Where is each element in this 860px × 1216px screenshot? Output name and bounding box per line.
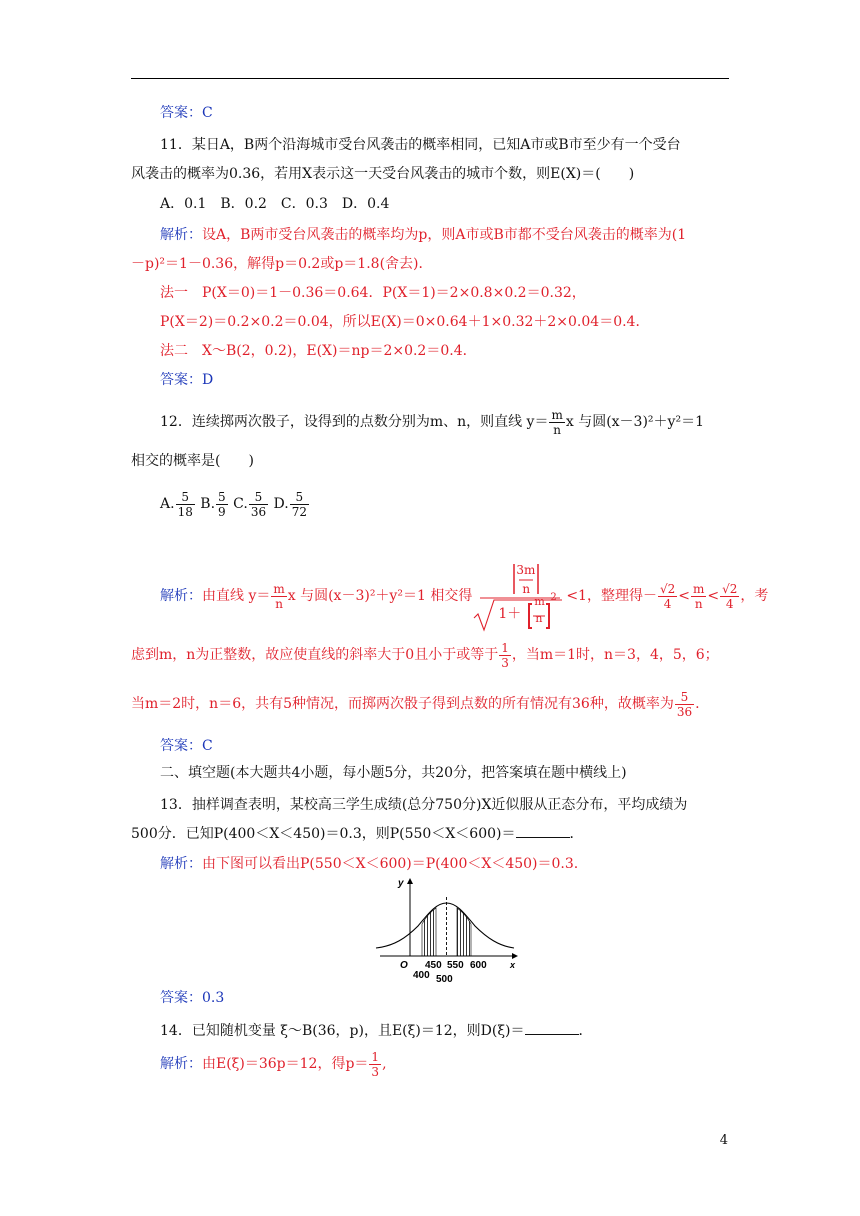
numerator: m (551, 407, 563, 422)
numerator: √2 (722, 581, 738, 596)
solution-text: 由下图可以看出P(550＜X＜600)＝P(400＜X＜450)＝0.3. (202, 856, 579, 872)
q14-text-1a: 14．已知随机变量 ξ～B(36，p)，且E(ξ)＝12，则D(ξ)＝ (160, 1023, 525, 1039)
numerator: 5 (675, 690, 694, 705)
solution-text: x 与圆(x－3)²＋y²＝1 相交得 (287, 588, 473, 604)
q12-options (160, 484, 310, 524)
q13-solution (160, 854, 578, 874)
option-d-label: D. (273, 496, 289, 512)
option-a-label: A. (160, 496, 175, 512)
q11-method-2 (160, 341, 477, 361)
fraction-one-third (499, 641, 511, 670)
answer-label: 答案： (160, 105, 202, 121)
answer-label: 答案： (160, 372, 202, 388)
answer-value: C (202, 105, 213, 121)
denominator: 4 (663, 596, 672, 611)
denominator: 36 (676, 704, 693, 719)
numerator: 5 (176, 490, 195, 505)
solution-text: . (695, 696, 700, 712)
denominator: 3 (501, 655, 509, 670)
paren-denominator: n (535, 612, 543, 625)
q12-text-1 (160, 402, 704, 442)
numerator: 1 (371, 1049, 380, 1064)
denominator: n (553, 422, 562, 437)
fraction-m-over-n (549, 408, 564, 437)
q12-text-1b: x 与圆(x－3)²＋y²＝1 (565, 414, 704, 430)
q11-text-2: 风袭击的概率为0.36，若用X表示这一天受台风袭击的城市个数，则E(X)＝( ) (131, 166, 635, 182)
solution-text: 当m＝2时，n＝6，共有5种情况，而掷两次骰子得到点数的所有情况有36种，故概率为 (131, 696, 674, 712)
fraction-one-third (369, 1050, 381, 1079)
solution-text: ，考 (740, 588, 769, 604)
header-rule (131, 78, 729, 79)
square-exponent: 2 (550, 592, 557, 603)
option-d-fraction (290, 490, 309, 519)
method-text: X～B(2，0.2)，E(X)＝np＝2×0.2＝0.4． (188, 343, 477, 359)
solution-label: 解析： (160, 227, 202, 243)
shaded-region-400-450 (422, 908, 436, 956)
abs-denominator: n (522, 582, 531, 596)
q12-answer (160, 736, 213, 756)
q13-text-2a: 500分．已知P(400＜X＜450)＝0.3，则P(550＜X＜600)＝ (131, 826, 516, 842)
section-heading: 二、填空题(本大题共4小题，每小题5分，共20分，把答案填在题中横线上) (160, 765, 627, 781)
fraction-m-over-n (691, 582, 706, 611)
denominator: 72 (291, 504, 308, 519)
y-axis-arrow (407, 878, 413, 884)
origin-label: O (400, 960, 408, 971)
solution-label: 解析： (160, 1056, 202, 1072)
solution-text: 由E(ξ)＝36p＝12，得p＝ (202, 1056, 369, 1072)
q13-answer (160, 988, 224, 1008)
numerator: 1 (501, 640, 509, 655)
q12-text-1a: 12．连续掷两次骰子，设得到的点数分别为m、n，则直线 y＝ (160, 414, 549, 430)
q11-solution-1 (160, 225, 686, 245)
radicand-one-plus: 1＋ (498, 606, 522, 622)
less-than: < (678, 588, 690, 604)
answer-value: C (202, 738, 213, 754)
q14-text-1b: ． (578, 1023, 593, 1039)
tick-600: 600 (470, 960, 487, 971)
q11-method-1b: P(X＝2)＝0.2×0.2＝0.04，所以E(X)＝0×0.64＋1×0.32＋2×0.04＝0.4． (160, 314, 650, 330)
solution-text: 由直线 y＝ (202, 588, 271, 604)
numerator: m (273, 581, 285, 596)
q14-solution (160, 1044, 387, 1084)
answer-value: 0.3 (202, 990, 225, 1006)
q13-text-2 (131, 824, 584, 844)
q11-solution-2: －p)²＝1－0.36，解得p＝0.2或p＝1.8(舍去)． (131, 256, 433, 272)
q12-solution-3 (131, 684, 700, 724)
option-b-fraction (216, 490, 228, 519)
solution-text: ，当m＝1时，n＝3，4，5，6； (511, 647, 719, 663)
less-than: < (707, 588, 720, 604)
option-a-fraction (176, 490, 195, 519)
denominator: n (694, 596, 703, 611)
q11-options: A．0.1 B．0.2 C．0.3 D．0.4 (160, 196, 390, 212)
q11-text-1: 11．某日A，B两个沿海城市受台风袭击的概率相同，已知A市或B市至少有一个受台 (160, 137, 681, 153)
numerator: √2 (659, 581, 676, 596)
denominator: 4 (725, 596, 734, 611)
solution-text: 虑到m，n为正整数，故应使直线的斜率大于0且小于或等于 (131, 647, 499, 663)
solution-text: <1，整理得－ (566, 588, 657, 604)
q12-text-2: 相交的概率是( ) (131, 453, 254, 469)
solution-label: 解析： (160, 588, 202, 604)
fraction-sqrt2-over-4 (720, 582, 739, 611)
y-label: y (398, 878, 404, 889)
normal-distribution-graph (372, 872, 518, 984)
x-label: x (510, 960, 516, 970)
option-c-fraction (249, 490, 268, 519)
page-number: 4 (719, 1133, 728, 1148)
fraction-m-over-n (271, 582, 286, 611)
solution-text: 设A，B两市受台风袭击的概率均为p，则A市或B市都不受台风袭击的概率为(1 (202, 227, 687, 243)
option-b-label: B. (200, 496, 216, 512)
denominator: 36 (250, 504, 267, 519)
tick-450: 450 (425, 960, 442, 971)
solution-text: , (382, 1056, 387, 1072)
denominator: 3 (371, 1064, 380, 1079)
method-label: 法一 (160, 285, 188, 301)
answer-10 (160, 103, 213, 123)
denominator: n (275, 596, 283, 611)
numerator: 5 (290, 490, 309, 505)
numerator: 5 (218, 489, 226, 504)
normal-curve (376, 903, 514, 948)
numerator: 5 (249, 490, 268, 505)
answer-value: D (202, 372, 214, 388)
answer-label: 答案： (160, 990, 202, 1006)
solution-label: 解析： (160, 856, 202, 872)
denominator: 9 (218, 504, 226, 519)
numerator: m (692, 581, 705, 596)
answer-label: 答案： (160, 738, 202, 754)
x-axis-arrow (512, 953, 518, 959)
q12-solution-2 (131, 635, 719, 675)
q11-answer (160, 370, 213, 390)
distance-expression (472, 560, 566, 632)
q13-text-1: 13．抽样调查表明，某校高三学生成绩(总分750分)X近似服从正态分布，平均成绩为 (160, 797, 688, 813)
paren-numerator: m (534, 595, 545, 608)
shaded-region-550-600 (457, 908, 471, 956)
answer-blank (525, 1022, 579, 1035)
tick-400: 400 (413, 970, 430, 981)
fraction-probability (675, 690, 694, 719)
abs-numerator: 3m (516, 563, 536, 577)
method-text: P(X＝0)＝1－0.36＝0.64．P(X＝1)＝2×0.8×0.2＝0.32， (188, 285, 586, 301)
q13-text-2b: ． (569, 826, 584, 842)
fraction-sqrt2-over-4 (658, 582, 677, 611)
q14-text-1 (160, 1021, 593, 1041)
tick-550: 550 (447, 960, 464, 971)
q11-method-1 (160, 283, 586, 303)
denominator: 18 (177, 504, 193, 519)
q12-solution-1 (160, 560, 768, 632)
method-label: 法二 (160, 343, 188, 359)
answer-blank (516, 825, 570, 838)
option-c-label: C. (233, 496, 248, 512)
tick-500: 500 (436, 974, 453, 984)
